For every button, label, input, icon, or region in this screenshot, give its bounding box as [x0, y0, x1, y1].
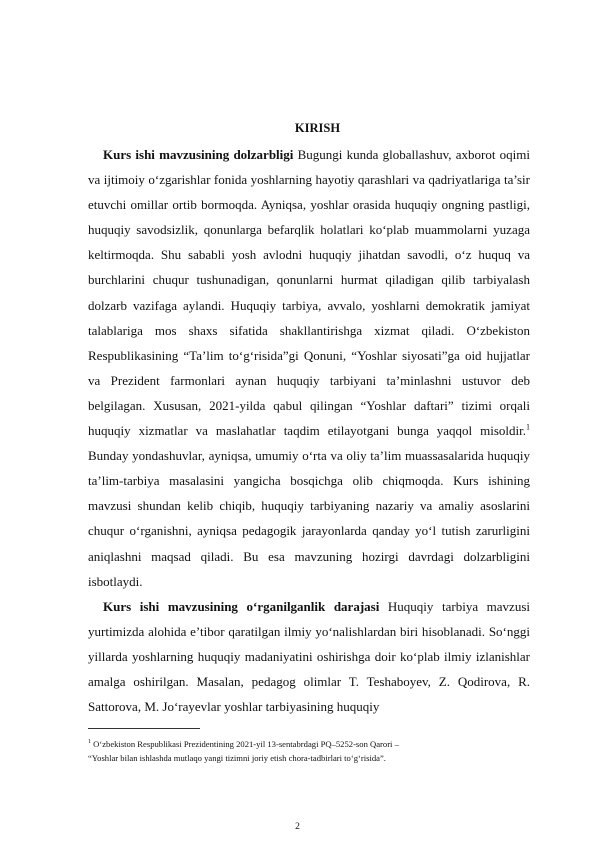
page-number: 2: [295, 822, 300, 832]
relevance-text: Bugungi kunda globallashuv, axborot oqimi va ijtimoiy o‘zgarishlar fonida yoshlarning hayotiy qarashlari va qadriyatlariga ta’sir etuvchi omillar ortib bormoqda. Ayniqsa, yoshlar orasida huquqiy ongning pastligi, huquqiy savodsizlik, qonunlarga befarqlik holatlari ko‘plab muammolarni yuzaga keltirmoqda. Shu sababli yosh avlodni huquqiy jihatdan savodli, o‘z huquq va burchlarini chuqur tushunadigan, qonunlarni hurmat qiladigan qilib tarbiyalash dolzarb vazifaga aylandi. Huquqiy tarbiya, avvalo, yoshlarni demokratik jamiyat talablariga mos shaxs sifatida shakllantirishga xizmat qiladi. O‘zbekiston Respublikasining “Ta’lim to‘g‘risida”gi Qonuni, “Yoshlar siyosati”ga oid hujjatlar va Prezident farmonlari aynan huquqiy tarbiyani ta’minlashni ustuvor deb belgilagan. Xususan, 2021-yilda qabul qilingan “Yoshlar daftari” tizimi orqali huquqiy xizmatlar va maslahatlar taqdim etilayotgani bunga yaqqol misoldir.: [88, 147, 530, 439]
paragraph-relevance: [88, 142, 530, 594]
footnote: [88, 737, 538, 765]
footnote-separator: [88, 728, 200, 729]
footnote-reference[interactable]: 1: [526, 422, 530, 432]
section-title: KIRISH: [294, 121, 341, 135]
study-level-heading: Kurs ishi mavzusining o‘rganilganlik darajasi: [103, 598, 380, 614]
body-text: [88, 142, 530, 719]
relevance-heading: Kurs ishi mavzusining dolzarbligi: [103, 147, 294, 162]
footnote-mark: 1: [88, 739, 91, 746]
relevance-text-continued: Bunday yondashuvlar, ayniqsa, umumiy o‘rta va oliy ta’lim muassasalarida huquqiy ta’lim-tarbiya masalasini yangicha bosqichga olib chiqmoqda. Kurs ishining mavzusi shundan kelib chiqib, huquqiy tarbiyaning nazariy va amaliy asoslarini chuqur o‘rganishni, ayniqsa pedagogik jarayonlarda qanday yo‘l tutish zarurligini aniqlashni maqsad qiladi. Bu esa mavzuning hozirgi davrdagi dolzarbligini isbotlaydi.: [88, 448, 530, 589]
footnote-text-1: O‘zbekiston Respublikasi Prezidentining 2021-yil 13-sentabrdagi PQ–5252-son Qarori –: [91, 739, 399, 749]
paragraph-study-level: [88, 594, 530, 719]
footnote-line-1: [88, 737, 538, 751]
study-level-text: Huquqiy tarbiya mavzusi yurtimizda alohida e’tibor qaratilgan ilmiy yo‘nalishlardan biri hisoblanadi. So‘nggi yillarda yoshlarning huquqiy madaniyatini oshirishga doir ko‘plab ilmiy izlanishlar amalga oshirilgan. Masalan, pedagog olimlar T. Teshaboyev, Z. Qodirova, R. Sattorova, M. Jo‘rayevlar yoshlar tarbiyasining huquqiy: [88, 598, 530, 715]
footnote-line-2: “Yoshlar bilan ishlashda mutlaqo yangi tizimni joriy etish chora-tadbirlari to‘g‘risida”.: [88, 753, 386, 763]
